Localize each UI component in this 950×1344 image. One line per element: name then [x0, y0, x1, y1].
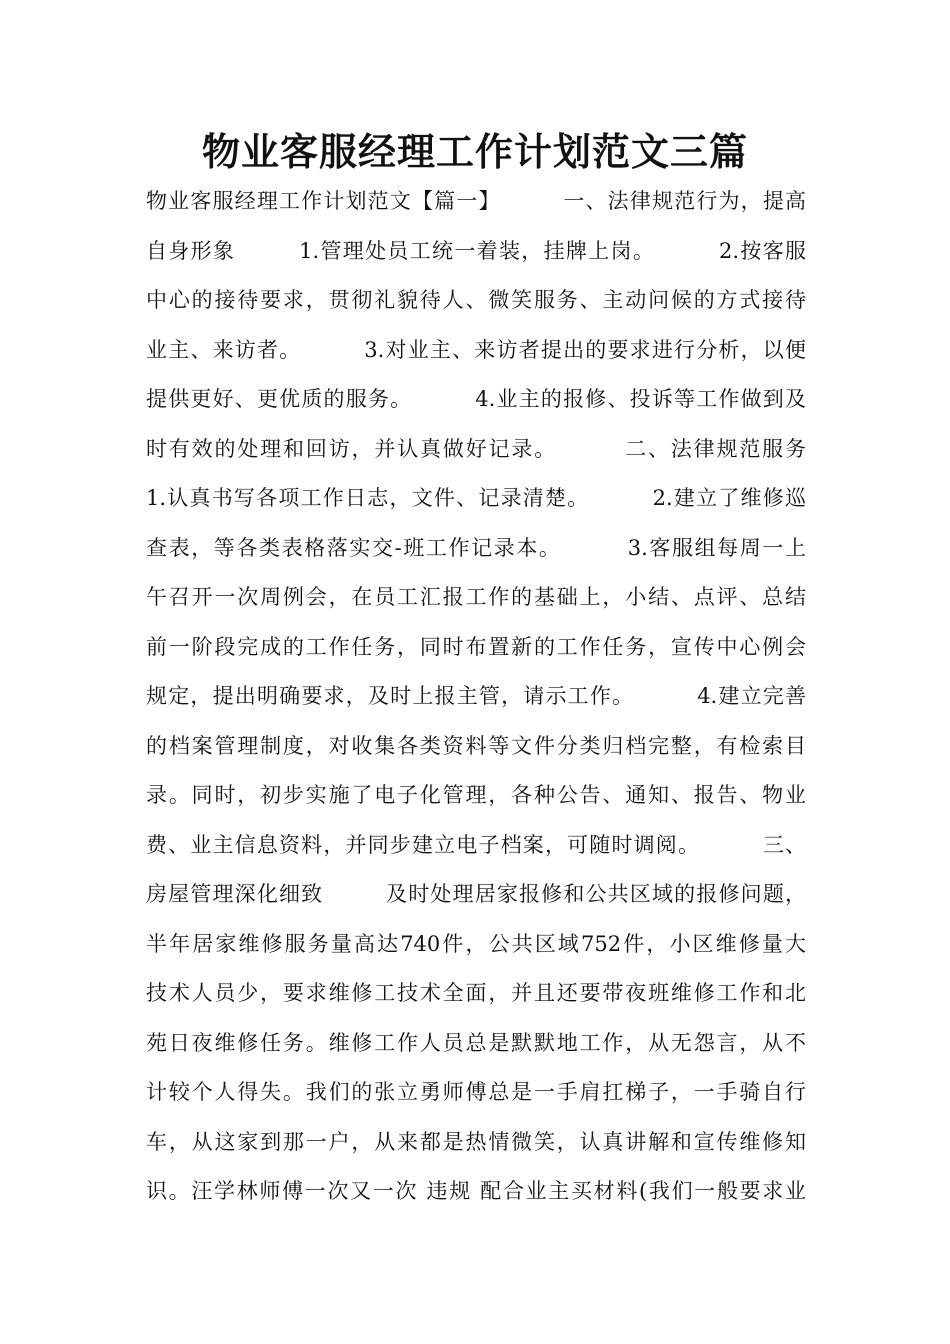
body-line: 中心的接待要求，贯彻礼貌待人、微笑服务、主动问候的方式接待	[146, 288, 806, 312]
body-line: 半年居家维修服务量高达740件，公共区域752件，小区维修量大	[146, 931, 806, 956]
body-line: 识。汪学林师傅一次又一次 违规 配合业主买材料(我们一般要求业	[146, 1179, 806, 1203]
body-line: 前一阶段完成的工作任务，同时布置新的工作任务，宣传中心例会	[146, 634, 806, 659]
body-line: 规定，提出明确要求，及时上报主管，请示工作。 4.建立完善	[146, 684, 806, 708]
body-line: 车，从这家到那一户，从来都是热情微笑，认真讲解和宣传维修知	[146, 1129, 806, 1154]
body-line: 物业客服经理工作计划范文【篇一】 一、法律规范行为，提高	[146, 189, 806, 213]
body-line: 苑日夜维修任务。维修工作人员总是默默地工作，从无怨言，从不	[146, 1030, 806, 1055]
body-line: 业主、来访者。 3.对业主、来访者提出的要求进行分析，以便	[146, 337, 806, 362]
body-line: 房屋管理深化细致 及时处理居家报修和公共区域的报修问题，	[146, 882, 806, 906]
body-line: 录。同时，初步实施了电子化管理，各种公告、通知、报告、物业	[146, 783, 806, 807]
body-line: 技术人员少，要求维修工技术全面，并且还要带夜班维修工作和北	[146, 981, 806, 1005]
body-line: 提供更好、更优质的服务。 4.业主的报修、投诉等工作做到及	[146, 387, 806, 411]
body-line: 费、业主信息资料，并同步建立电子档案，可随时调阅。 三、	[146, 832, 806, 857]
document-body	[146, 177, 806, 1217]
body-line: 时有效的处理和回访，并认真做好记录。 二、法律规范服务	[146, 436, 806, 461]
body-line: 查表，等各类表格落实交-班工作记录本。 3.客服组每周一上	[146, 535, 806, 560]
body-line: 1.认真书写各项工作日志，文件、记录清楚。 2.建立了维修巡	[146, 486, 806, 510]
body-line: 计较个人得失。我们的张立勇师傅总是一手肩扛梯子，一手骑自行	[146, 1080, 806, 1104]
body-line: 的档案管理制度，对收集各类资料等文件分类归档完整，有检索目	[146, 733, 806, 758]
body-line: 午召开一次周例会，在员工汇报工作的基础上，小结、点评、总结	[146, 585, 806, 609]
document-title: 物业客服经理工作计划范文三篇	[201, 130, 748, 174]
body-line: 自身形象 1.管理处员工统一着装，挂牌上岗。 2.按客服	[146, 238, 806, 263]
